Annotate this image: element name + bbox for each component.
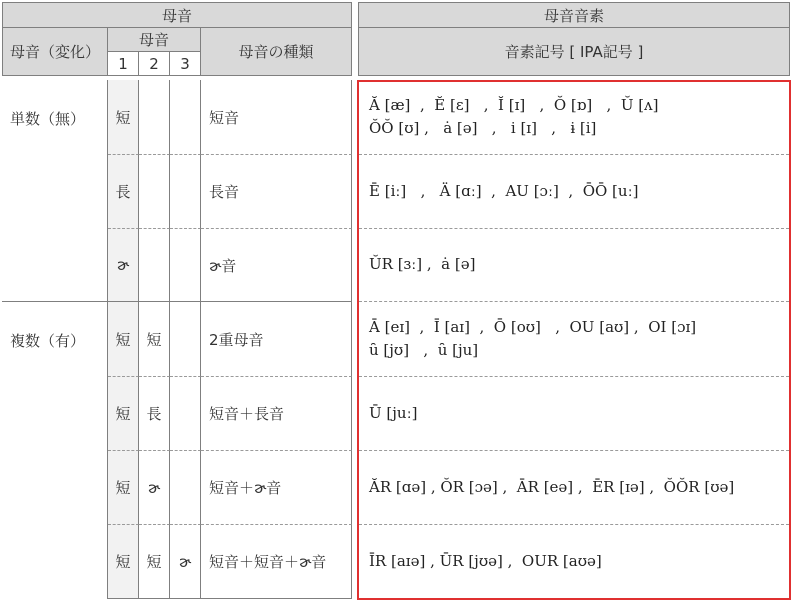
- vowel-slot-2: [139, 155, 170, 229]
- ipa-line-1: ŬR [ɜː] , ȧ [ə]: [369, 255, 476, 274]
- vowel-slot-1: 長: [108, 155, 139, 229]
- vowel-slot-1: 短: [108, 80, 139, 155]
- ipa-cell: [359, 302, 789, 377]
- vowel-type: 長音: [201, 155, 352, 229]
- header-phoneme-group: 母音音素: [358, 2, 790, 28]
- header-vowel: 母音: [108, 28, 201, 52]
- group-label-text: 単数（無）: [10, 110, 86, 128]
- vowel-type: 短音＋ɚ音: [201, 451, 352, 525]
- vowel-slot-3: [170, 229, 201, 302]
- header-vowel-group: 母音: [2, 2, 352, 28]
- ipa-cell: [359, 377, 789, 451]
- header-vowel-type: 母音の種類: [201, 28, 352, 76]
- group-label-text: 複数（有）: [10, 332, 86, 350]
- header-num-3: 3: [170, 52, 201, 76]
- vowel-slot-2: ɚ: [139, 451, 170, 525]
- header-num-2: 2: [139, 52, 170, 76]
- vowel-slot-3: [170, 451, 201, 525]
- ipa-cell: [359, 155, 789, 229]
- vowel-slot-1: 短: [108, 302, 139, 377]
- vowel-slot-2: 長: [139, 377, 170, 451]
- vowel-type: 短音＋短音＋ɚ音: [201, 525, 352, 599]
- group-label-multiple: [2, 302, 108, 599]
- vowel-slot-2: [139, 229, 170, 302]
- header-num-1: 1: [108, 52, 139, 76]
- vowel-slot-2: 短: [139, 302, 170, 377]
- ipa-cell: [359, 80, 789, 155]
- ipa-line-2: ȗ [jʊ] , ȗ [ju]: [369, 341, 479, 359]
- vowel-type: 短音＋長音: [201, 377, 352, 451]
- ipa-line-1: Ū [juː]: [369, 403, 418, 422]
- vowel-slot-2: 短: [139, 525, 170, 599]
- vowel-slot-3: [170, 377, 201, 451]
- vowel-slot-3: ɚ: [170, 525, 201, 599]
- vowel-slot-1: 短: [108, 525, 139, 599]
- header-ipa: 音素記号 [ IPA記号 ]: [358, 28, 790, 76]
- vowel-slot-1: 短: [108, 451, 139, 525]
- ipa-line-1: Ē [iː] , Ä [ɑː] , AU [ɔː] , ŌŌ [uː]: [369, 181, 639, 200]
- ipa-line-1: Ă [æ] , Ĕ [ɛ] , Ĭ [ɪ] , Ŏ [ɒ] , Ŭ [ʌ]: [369, 95, 659, 114]
- ipa-cell: [359, 525, 789, 599]
- vowel-type: ɚ音: [201, 229, 352, 302]
- vowel-slot-3: [170, 302, 201, 377]
- ipa-cell: [359, 451, 789, 525]
- header-vowel-change: 母音（変化）: [2, 28, 108, 76]
- group-label-single: [2, 80, 108, 302]
- vowel-slot-2: [139, 80, 170, 155]
- ipa-cell: [359, 229, 789, 302]
- ipa-line-1: Ā [eɪ] , Ī [aɪ] , Ō [oʊ] , OU [aʊ] , OI [ɔɪ]: [369, 317, 697, 336]
- ipa-line-1: ĪR [aɪə] , ŪR [jʊə] , OUR [aʊə]: [369, 552, 602, 571]
- vowel-slot-1: ɚ: [108, 229, 139, 302]
- vowel-type: 短音: [201, 80, 352, 155]
- vowel-slot-3: [170, 155, 201, 229]
- ipa-line-2: ŎŎ [ʊ] , ȧ [ə] , i [ɪ] , ɨ [i]: [369, 119, 597, 137]
- vowel-slot-1: 短: [108, 377, 139, 451]
- vowel-type: 2重母音: [201, 302, 352, 377]
- ipa-line-1: ĂR [ɑə] , ŎR [ɔə] , ĀR [eə] , ĒR [ɪə] , ŎŎR [ʊə]: [369, 477, 735, 496]
- vowel-slot-3: [170, 80, 201, 155]
